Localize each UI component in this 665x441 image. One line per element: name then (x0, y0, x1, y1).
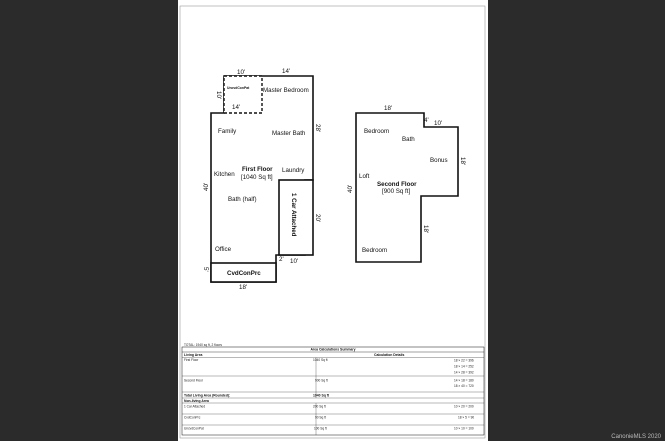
living-area-header: Living Area (184, 353, 203, 357)
first-floor-calc-1: 18 × 22 = 396 (454, 358, 474, 363)
first-floor-calc-2: 18 × 14 = 252 (454, 364, 474, 369)
dim-garage-bottom: 10' (290, 258, 299, 265)
second-floor-plan (347, 105, 466, 262)
garage-row-calc: 10 × 20 = 200 (454, 404, 474, 409)
dim-sf-top: 18' (384, 105, 393, 112)
porch-row-calc: 18 × 5 = 90 (458, 415, 475, 420)
dim-sf-left: 40' (347, 184, 354, 193)
total-living-value: 1940 Sq ft (313, 393, 330, 398)
dim-bottom: 18' (239, 284, 248, 291)
patio-row-label: UncvdConPat (184, 426, 204, 431)
dim-patio-side: 10' (215, 91, 222, 100)
room-master-bath: Master Bath (272, 130, 306, 137)
total-living-label: Total Living Area (Rounded): (184, 393, 231, 398)
room-loft: Loft (359, 173, 370, 180)
garage-row-label: 1 Car Attached (184, 404, 206, 409)
dim-top-main: 14' (282, 68, 291, 75)
calc-details-header: Calculation Details (374, 353, 405, 357)
room-bedroom-bottom: Bedroom (362, 247, 388, 254)
second-floor-row-value: 900 Sq ft (315, 378, 328, 383)
dim-left: 40' (203, 182, 210, 191)
summary-title: Area Calculations Summary (310, 347, 356, 352)
floor-plan-diagram (178, 0, 488, 441)
floor-plan-sheet (178, 0, 488, 441)
patio-row-calc: 10 × 10 = 100 (454, 426, 474, 431)
room-laundry: Laundry (282, 167, 305, 174)
room-kitchen: Kitchen (214, 171, 235, 178)
watermark: CanonieMLS 2020 (611, 434, 661, 440)
garage-label: 1 Car Attached (290, 193, 297, 237)
first-floor-title: First Floor (242, 166, 273, 173)
dim-porch-side: 5' (202, 267, 209, 272)
garage-row-value: 200 Sq ft (313, 404, 326, 409)
porch-row-value: 90 Sq ft (315, 415, 326, 420)
porch-row-label: CvdConPrc (184, 415, 201, 420)
uncovered-patio-label: UncvdConPat (227, 86, 250, 90)
second-floor-row-label: Second Floor (184, 378, 203, 383)
dim-right-upper: 28' (314, 124, 321, 133)
covered-porch-label: CvdConPrc (227, 270, 261, 277)
first-floor-row-value: 1040 Sq ft (313, 358, 328, 362)
summary-table (182, 347, 484, 435)
dim-sf-right: 18' (459, 157, 466, 166)
dim-sf-notch: 4' (424, 117, 429, 124)
dim-sf-lower-right: 18' (422, 225, 429, 234)
first-floor-calc-3: 14 × 28 = 392 (454, 370, 474, 375)
patio-row-value: 100 Sq ft (314, 426, 327, 431)
uncovered-patio (224, 76, 262, 113)
second-floor-title: Second Floor (377, 181, 417, 188)
second-floor-calc-1: 14 × 18 = 180 (454, 378, 474, 383)
room-family: Family (218, 128, 237, 135)
second-floor-calc-2: 18 × 40 = 720 (454, 384, 474, 388)
room-bath: Bath (402, 136, 415, 143)
dim-garage-right: 20' (314, 214, 321, 223)
summary-footnote: TOTAL: 1940 sq ft, 2 floors (184, 343, 222, 347)
room-bonus: Bonus (430, 157, 448, 164)
room-bedroom-top: Bedroom (364, 128, 390, 135)
first-floor-plan (202, 68, 321, 291)
non-living-header: Non-living Area (184, 399, 209, 403)
second-floor-area: [900 Sq ft] (382, 188, 411, 195)
first-floor-area: [1040 Sq ft] (241, 174, 273, 181)
dim-garage-small: 2' (279, 256, 284, 263)
dim-patio-bottom: 14' (232, 104, 241, 111)
area-summary (182, 343, 484, 435)
room-master-bedroom: Master Bedroom (263, 87, 309, 94)
room-bath-half: Bath (half) (228, 196, 257, 203)
dim-sf-top-right: 10' (434, 120, 443, 127)
first-floor-row-label: First Floor (184, 358, 199, 362)
dim-top-patio: 10' (237, 69, 246, 76)
room-office: Office (215, 246, 232, 253)
